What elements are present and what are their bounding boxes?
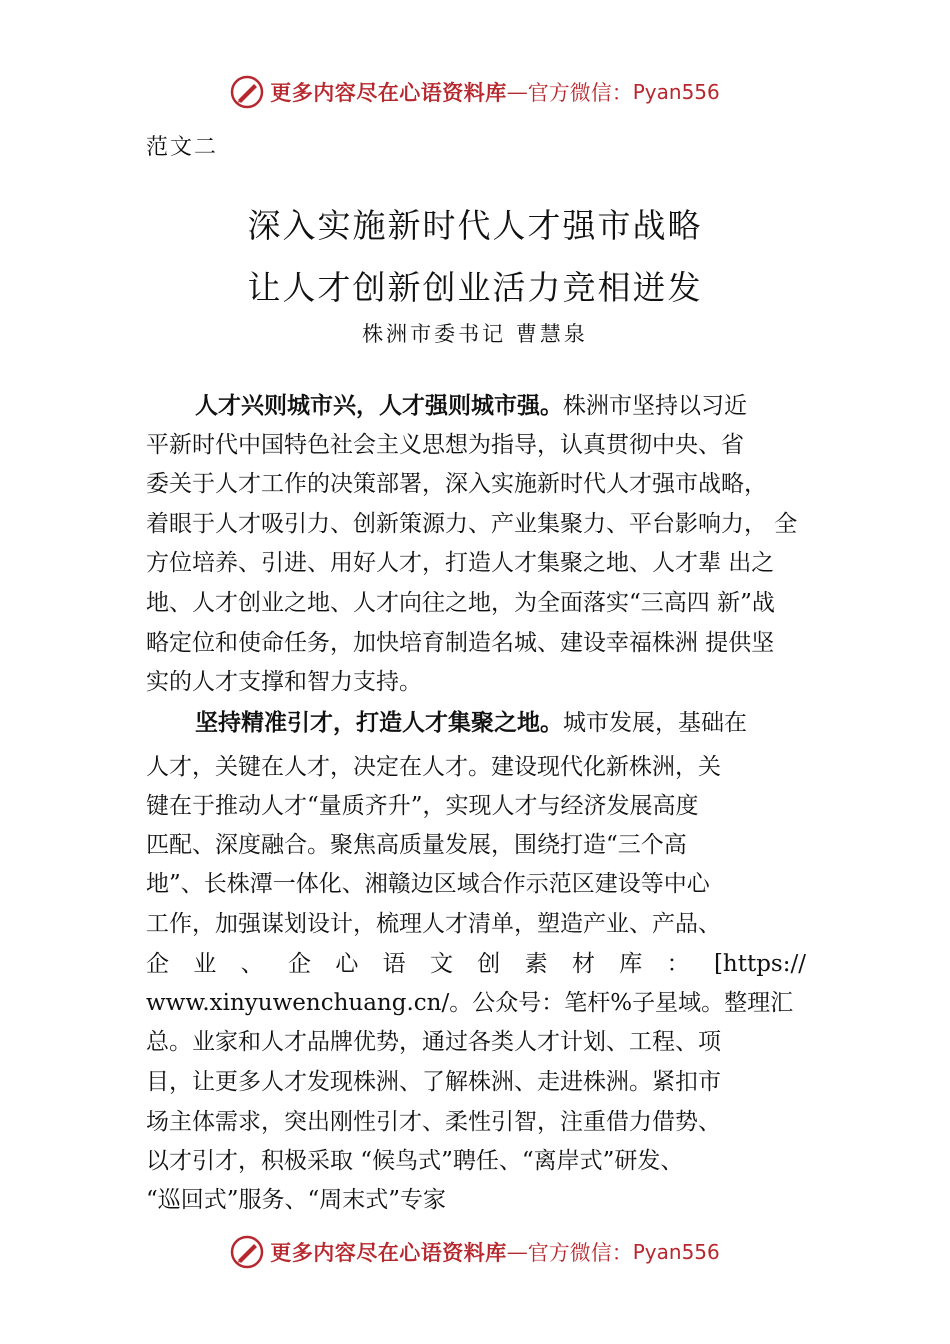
paragraph-2-lead: 坚持精准引才，打造人才集聚之地。 (195, 709, 563, 736)
paragraph-1-line-1 (195, 390, 747, 422)
paragraph-2-line: 目，让更多人才发现株洲、了解株洲、走进株洲。紧扣市 (146, 1069, 721, 1095)
paragraph-2-line: 地”、长株潭一体化、湘赣边区域合作示范区建设等中心 (146, 871, 710, 897)
author-line: 株洲市委书记 曹慧泉 (362, 322, 588, 346)
spread-char: 语 (382, 951, 406, 977)
paragraph-1-line: 平新时代中国特色社会主义思想为指导，认真贯彻中央、省 (146, 432, 744, 458)
paragraph-2-line: “巡回式”服务、“周末式”专家 (146, 1187, 447, 1213)
footer-banner (0, 1232, 950, 1272)
paragraph-1-line: 方位培养、引进、用好人才，打造人才集聚之地、人才辈 出之 (146, 550, 775, 576)
banner-promo-text: 更多内容尽在心语资料库 (270, 1240, 507, 1265)
paragraph-1-line: 地、人才创业之地、人才向往之地，为全面落实“三高四 新”战 (146, 590, 775, 616)
paragraph-1-line: 略定位和使命任务，加快培育制造名城、建设幸福株洲 提供坚 (146, 630, 775, 656)
title-line-1: 深入实施新时代人才强市战略 (247, 206, 703, 245)
spread-char: 业 (193, 951, 217, 977)
paragraph-2-line-1 (195, 707, 747, 739)
banner-wechat-label: 官方微信： (527, 1241, 633, 1265)
spread-char: 、 (240, 951, 264, 977)
paragraph-1-line: 实的人才支撑和智力支持。 (146, 669, 422, 695)
paragraph-1-line: 委关于人才工作的决策部署，深入实施新时代人才强市战略， (146, 471, 767, 497)
spread-url: [https:// (713, 951, 806, 977)
banner-separator: — (506, 80, 528, 104)
paragraph-1-lead: 人才兴则城市兴，人才强则城市强。 (195, 392, 563, 419)
banner-wechat-label: 官方微信： (527, 81, 633, 105)
spread-char: 文 (429, 951, 453, 977)
banner-wechat-id: Pyan556 (632, 1240, 720, 1264)
header-banner (0, 72, 950, 112)
spread-char: ： (666, 951, 690, 977)
banner-separator: — (506, 1240, 528, 1264)
spread-char: 企 (287, 951, 311, 977)
section-label: 范文二 (146, 135, 219, 160)
pen-logo-icon (230, 1235, 264, 1269)
pen-logo-icon (230, 75, 264, 109)
paragraph-2-spread-line (146, 948, 806, 980)
paragraph-1-text: 株洲市坚持以习近 (563, 393, 747, 419)
paragraph-1-line: 着眼于人才吸引力、创新策源力、产业集聚力、平台影响力， 全 (146, 511, 798, 537)
title-line-2: 让人才创新创业活力竞相迸发 (247, 268, 703, 307)
spread-char: 心 (335, 951, 359, 977)
spread-char: 材 (571, 951, 595, 977)
spread-char: 创 (477, 951, 501, 977)
spread-char: 企 (146, 951, 169, 977)
spread-char: 素 (524, 951, 548, 977)
spread-char: 库 (619, 951, 643, 977)
paragraph-2-line: 匹配、深度融合。聚焦高质量发展，围绕打造“三个高 (146, 832, 687, 858)
paragraph-2-line: 场主体需求，突出刚性引才、柔性引智，注重借力借势、 (146, 1109, 721, 1135)
paragraph-2-line: 键在于推动人才“量质齐升”，实现人才与经济发展高度 (146, 793, 699, 819)
banner-promo-text: 更多内容尽在心语资料库 (270, 80, 507, 105)
paragraph-2-line: www.xinyuwenchuang.cn/。公众号：笔杆%子星域。整理汇 (146, 990, 794, 1016)
paragraph-2-line: 总。业家和人才品牌优势，通过各类人才计划、工程、项 (146, 1029, 721, 1055)
banner-wechat-id: Pyan556 (632, 80, 720, 104)
paragraph-2-line: 工作，加强谋划设计，梳理人才清单，塑造产业、产品、 (146, 911, 721, 937)
paragraph-2-line: 人才，关键在人才，决定在人才。建设现代化新株洲，关 (146, 754, 721, 780)
paragraph-2-text: 城市发展，基础在 (563, 710, 747, 736)
paragraph-2-line: 以才引才，积极采取 “候鸟式”聘任、“离岸式”研发、 (146, 1148, 684, 1174)
